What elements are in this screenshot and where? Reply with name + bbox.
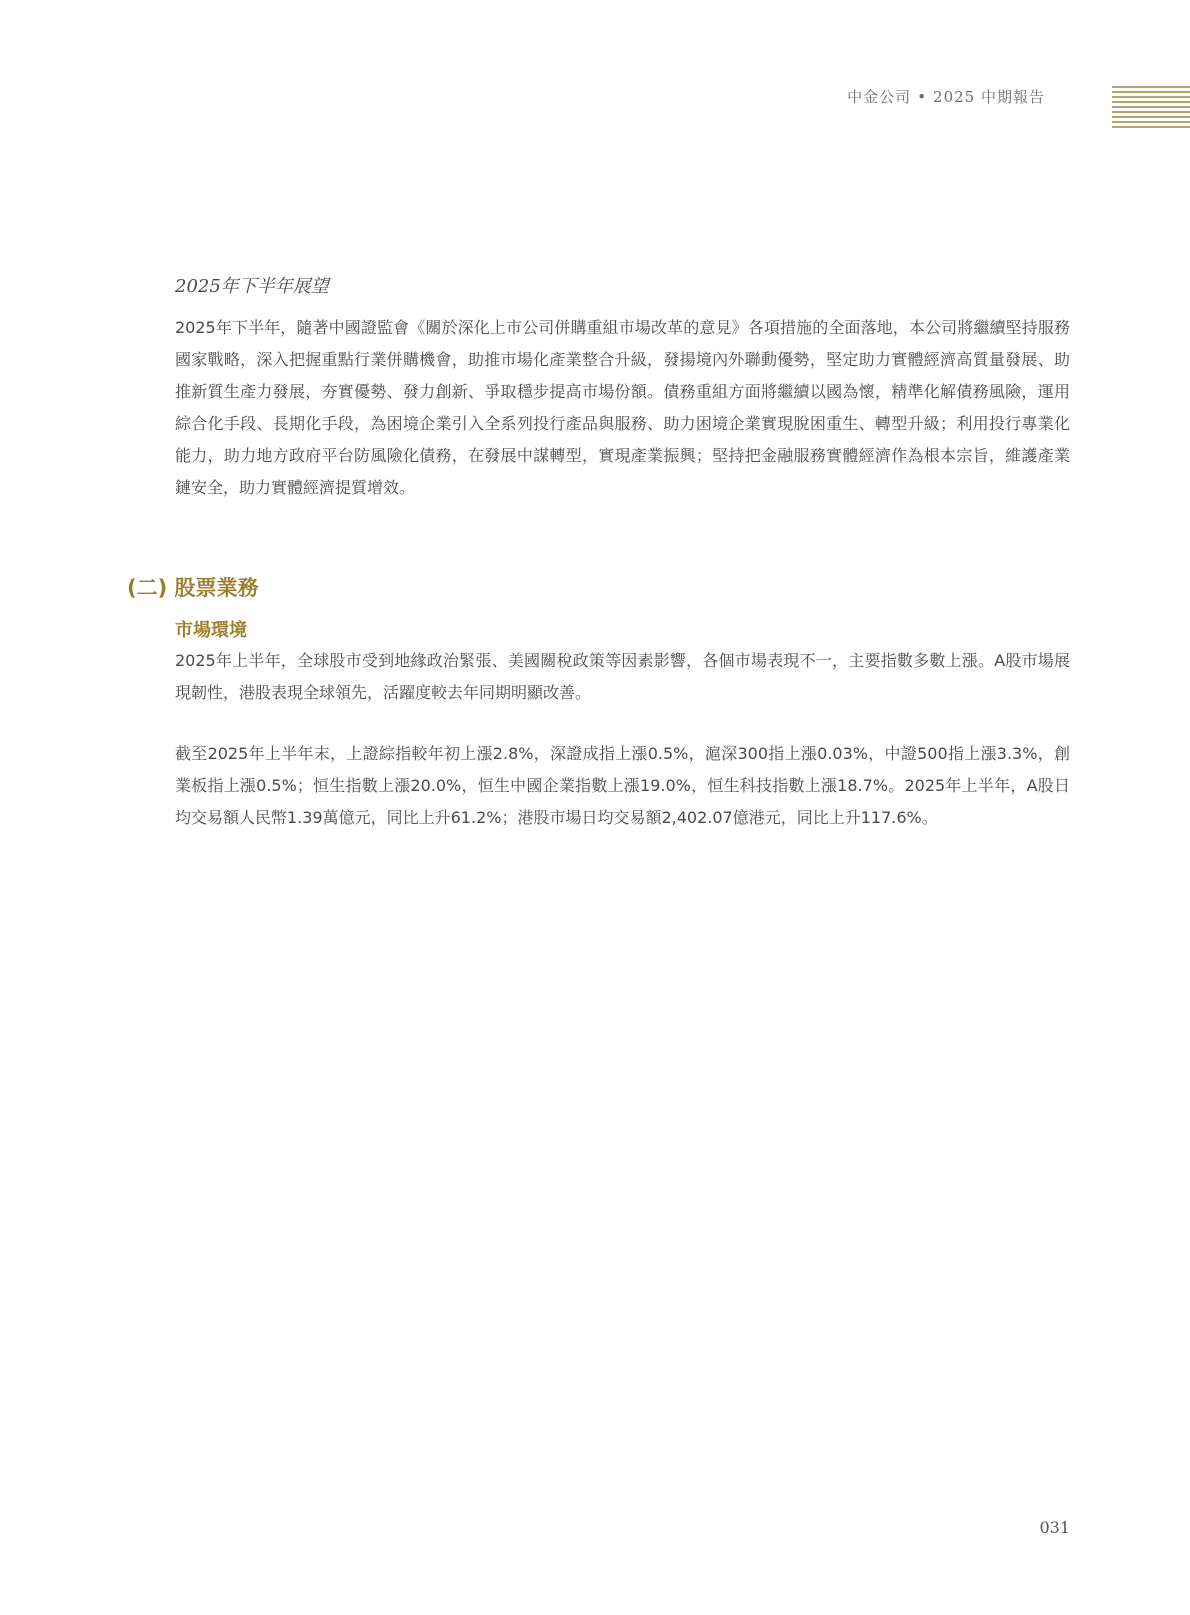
header-company: 中金公司 bbox=[847, 88, 912, 106]
subsection-title-market: 市場環境 bbox=[175, 620, 247, 641]
outlook-paragraph: 2025年下半年，隨著中國證監會《關於深化上市公司併購重組市場改革的意見》各項措施的全面落地，本公司將繼續堅持服務國家戰略，深入把握重點行業併購機會，助推市場化產業整合升級，發揚境內外聯動優勢，堅定助力實體經濟高質量發展、助推新質生產力發展，夯實優勢、發力創新、爭取穩步提高市場份額。債務重組方面將繼續以國為懷，精準化解債務風險，運用綜合化手段、長期化手段，為困境企業引入全系列投行產品與服務、助力困境企業實現脫困重生、轉型升級；利用投行專業化能力，助力地方政府平台防風險化債務，在發展中謀轉型，實現產業振興；堅持把金融服務實體經濟作為根本宗旨，維護產業鏈安全，助力實體經濟提質增效。 bbox=[175, 318, 1070, 497]
market-paragraph-2-block bbox=[175, 738, 1070, 834]
outlook-title: 2025年下半年展望 bbox=[175, 276, 329, 297]
market-paragraph-1-block bbox=[175, 645, 1070, 709]
running-header bbox=[847, 86, 1045, 107]
section-title-equity: (二) 股票業務 bbox=[127, 576, 259, 600]
header-separator: • bbox=[917, 88, 928, 106]
page-number: 031 bbox=[1039, 1518, 1070, 1537]
market-paragraph-1: 2025年上半年，全球股市受到地緣政治緊張、美國關稅政策等因素影響，各個市場表現不一，主要指數多數上漲。A股市場展現韌性，港股表現全球領先，活躍度較去年同期明顯改善。 bbox=[175, 651, 1070, 702]
market-paragraph-2: 截至2025年上半年末，上證綜指較年初上漲2.8%，深證成指上漲0.5%，滬深300指上漲0.03%，中證500指上漲3.3%，創業板指上漲0.5%；恒生指數上漲20.0%，恒生中國企業指數上漲19.0%，恒生科技指數上漲18.7%。2025年上半年，A股日均交易額人民幣1.39萬億元，同比上升61.2%；港股市場日均交易額2,402.07億港元，同比上升117.6%。 bbox=[175, 744, 1070, 827]
decorative-stripes bbox=[1112, 86, 1190, 134]
header-report-title: 2025 中期報告 bbox=[933, 88, 1045, 106]
outlook-section bbox=[175, 272, 1070, 504]
